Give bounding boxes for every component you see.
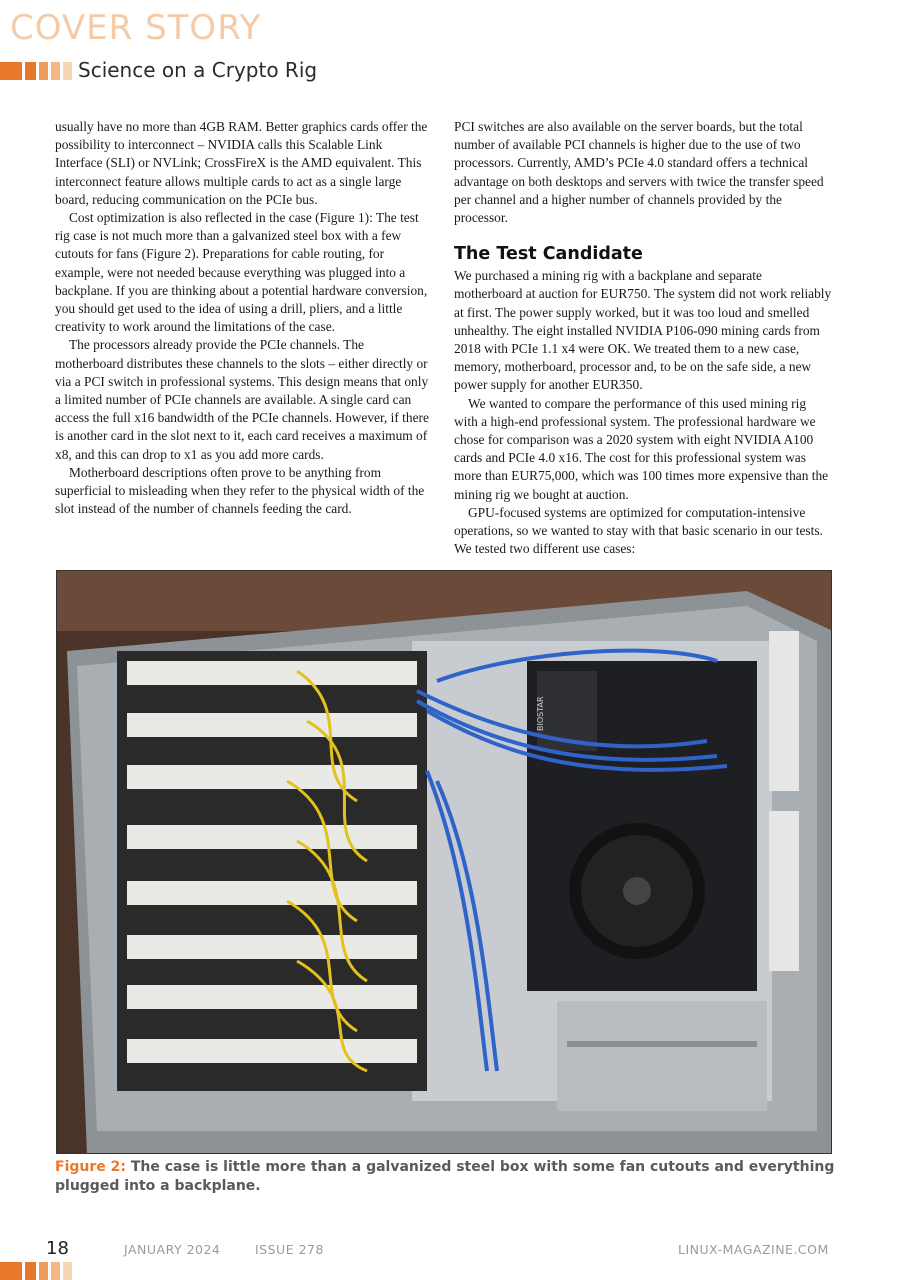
caption-text: The case is little more than a galvanized steel box with some fan cutouts and everything plugged into a backplane. bbox=[55, 1159, 835, 1194]
power-supply bbox=[557, 1001, 767, 1111]
section-heading: The Test Candidate bbox=[454, 244, 643, 265]
site-name: LINUX-MAGAZINE.COM bbox=[678, 1242, 829, 1257]
article-subtitle: Science on a Crypto Rig bbox=[78, 58, 318, 82]
paragraph: Motherboard descriptions often prove to be anything from superficial to misleading when they refer to the physical width of the slot instead of the number of channels feeding the card. bbox=[55, 464, 425, 517]
paragraph: Cost optimization is also reflected in the case (Figure 1): The test rig case is not much more than a galvanized steel box with a few cutouts for fans (Figure 2). Preparations for cable routing, for example, were not needed because everything was plugged into a backplane. If you are thinking about a potential hardware conversion, you should get used to the idea of using a drill, pliers, and a little creativity to work around the limitations of the case. bbox=[55, 210, 428, 335]
paragraph: We purchased a mining rig with a backplane and separate motherboard at auction for EUR750. The system did not work reliably at first. The power supply worked, but it was too loud and smelled unhealthy. The eight installed NVIDIA P106-090 mining cards from 2018 with PCIe 1.1 x4 were OK. We treated them to a new case, memory, motherboard, processor and, to be on the safe side, a new power supply for another EUR350. bbox=[454, 268, 832, 393]
issue-number: ISSUE 278 bbox=[255, 1242, 324, 1257]
right-column bbox=[454, 118, 832, 558]
page-header bbox=[0, 0, 906, 100]
paragraph: We wanted to compare the performance of this used mining rig with a high-end professional system. The professional hardware we chose for comparison was a 2020 system with eight NVIDIA A100 cards and PCIe 4.0 x16. The cost for this professional system was more than EUR75,000, which was 100 times more expensive than the mining rig we bought at auction. bbox=[454, 395, 829, 502]
paragraph: GPU-focused systems are optimized for computation-intensive operations, so we wanted to stay with that basic scenario in our tests. We tested two different use cases: bbox=[454, 504, 823, 557]
page-number: 18 bbox=[46, 1238, 69, 1259]
header-accent-squares bbox=[0, 62, 80, 80]
figure-photo bbox=[56, 570, 832, 1154]
mining-rig-illustration bbox=[57, 571, 832, 1154]
section-label: COVER STORY bbox=[10, 8, 262, 48]
paragraph: usually have no more than 4GB RAM. Better graphics cards offer the possibility to interconnect – NVIDIA calls this Scalable Link Interface (SLI) or NVLink; CrossFireX is the AMD equivalent. This interconnect feature allows multiple cards to act as a single large board, reducing communication on the PCIe bus. bbox=[55, 119, 428, 207]
issue-date: JANUARY 2024 bbox=[124, 1242, 221, 1257]
paragraph: The processors already provide the PCIe channels. The motherboard distributes these channels to the slots – either directly or via a PCI switch in professional systems. This design means that only a limited number of PCIe channels are available. A single card can access the full x16 bandwidth of the PCIe channels. However, if there is another card in the slot next to it, each card receives a maximum of x8, and this can drop to x1 as you add more cards. bbox=[55, 337, 429, 462]
svg-text:BIOSTAR: BIOSTAR bbox=[536, 696, 545, 731]
figure-caption bbox=[55, 1158, 835, 1196]
paragraph: PCI switches are also available on the server boards, but the total number of available PCI channels is higher due to the use of two processors. Currently, AMD’s PCIe 4.0 standard offers a technical advantage on both desktops and servers with twice the transfer speed per channel and a higher number of channels provided by the processor. bbox=[454, 119, 824, 226]
footer-accent-squares bbox=[0, 1262, 80, 1280]
left-column bbox=[55, 118, 433, 518]
page-footer bbox=[0, 1230, 906, 1280]
caption-label: Figure 2: bbox=[55, 1159, 126, 1175]
